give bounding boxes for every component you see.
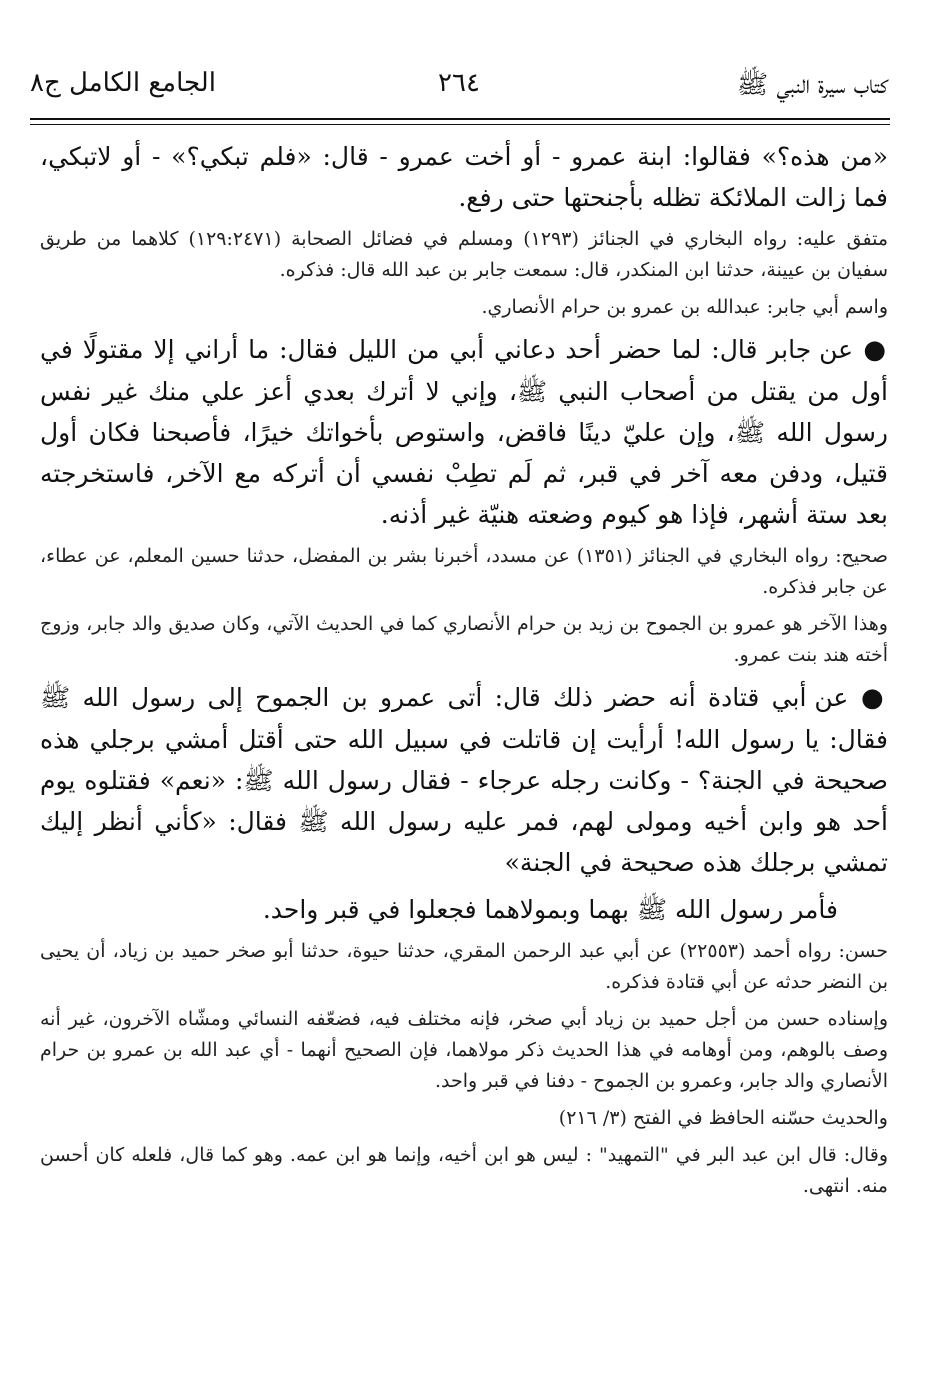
book-title: كتاب سيرة النبي ﷺ (736, 70, 888, 100)
page-header (30, 68, 888, 108)
commentary-note: والحديث حسّنه الحافظ في الفتح (٣/ ٢١٦) (558, 1107, 888, 1129)
series-title: الجامع الكامل ج٨ (30, 68, 216, 98)
header-rule (30, 118, 890, 120)
commentary-note: وإسناده حسن من أجل حميد بن زياد أبي صخر، فإنه مختلف فيه، فضعّفه النسائي ومشّاه الآخرون، غير أنه وصف بالوهم، ومن أوهامه في هذا الحديث ذكر مولاهما، فإن الصحيح أنهما - أي عبد الله بن عمرو بن حرام الأنصاري والد جابر، وعمرو بن الجموح - دفنا في قبر واحد. (40, 1008, 888, 1092)
page-body (40, 136, 888, 1208)
commentary-note: واسم أبي جابر: عبدالله بن عمرو بن حرام الأنصاري. (481, 296, 888, 318)
takhrij-note: متفق عليه: رواه البخاري في الجنائز (١٢٩٣) ومسلم في فضائل الصحابة (١٢٩:٢٤٧١) كلاهما من طريق سفيان بن عيينة، حدثنا ابن المنكدر، قال: سمعت جابر بن عبد الله قال: فذكره. (40, 228, 889, 281)
hadith-text: فأمر رسول الله ﷺ بهما وبمولاهما فجعلوا في قبر واحد. (262, 895, 838, 924)
hadith-text: ● عن أبي قتادة أنه حضر ذلك قال: أتى عمرو بن الجموح إلى رسول الله ﷺ فقال: يا رسول الله! أرأيت إن قاتلت في سبيل الله حتى أقتل أمشي برجلي هذه صحيحة في الجنة؟ - وكانت رجله عرجاء - فقال رسول الله ﷺ: «نعم» فقتلوه يوم أحد هو وابن أخيه ومولى لهم، فمر عليه رسول الله ﷺ فقال: «كأني أنظر إليك تمشي برجلك هذه صحيحة في الجنة» (40, 683, 888, 877)
page-number: ٢٦٤ (438, 68, 480, 98)
commentary-note: وقال: قال ابن عبد البر في "التمهيد" : ليس هو ابن أخيه، وإنما هو ابن عمه. وهو كما قال، فلعله كان أحسن منه. انتهى. (40, 1144, 888, 1197)
takhrij-note: صحيح: رواه البخاري في الجنائز (١٣٥١) عن مسدد، أخبرنا بشر بن المفضل، حدثنا حسين المعلم، عن عطاء، عن جابر فذكره. (40, 545, 888, 598)
bullet-icon: ● (848, 683, 888, 713)
takhrij-note: حسن: رواه أحمد (٢٢٥٥٣) عن أبي عبد الرحمن المقري، حدثنا حيوة، حدثنا أبو صخر حميد بن زياد، أن يحيى بن النضر حدثه عن أبي قتادة فذكره. (40, 940, 888, 993)
header-rule-thin (30, 124, 890, 125)
bullet-icon: ● (853, 335, 888, 365)
commentary-note: وهذا الآخر هو عمرو بن الجموح بن زيد بن حرام الأنصاري كما في الحديث الآتي، وكان صديق والد جابر، وزوج أخته هند بنت عمرو. (40, 613, 888, 666)
hadith-text: ● عن جابر قال: لما حضر أحد دعاني أبي من الليل فقال: ما أراني إلا مقتولًا في أول من يقتل من أصحاب النبي ﷺ، وإني لا أترك بعدي أعز علي منك غير نفس رسول الله ﷺ، وإن عليّ دينًا فاقض، واستوص بأخواتك خيرًا، فأصبحنا فكان أول قتيل، ودفن معه آخر في قبر، ثم لَم تطِبْ نفسي أن أتركه مع الآخر، فاستخرجته بعد ستة أشهر، فإذا هو كيوم وضعته هنيّة غير أذنه. (40, 335, 888, 529)
hadith-text: «من هذه؟» فقالوا: ابنة عمرو - أو أخت عمرو - قال: «فلم تبكي؟» - أو لاتبكي، فما زالت الملائكة تظله بأجنحتها حتى رفع. (40, 142, 888, 212)
